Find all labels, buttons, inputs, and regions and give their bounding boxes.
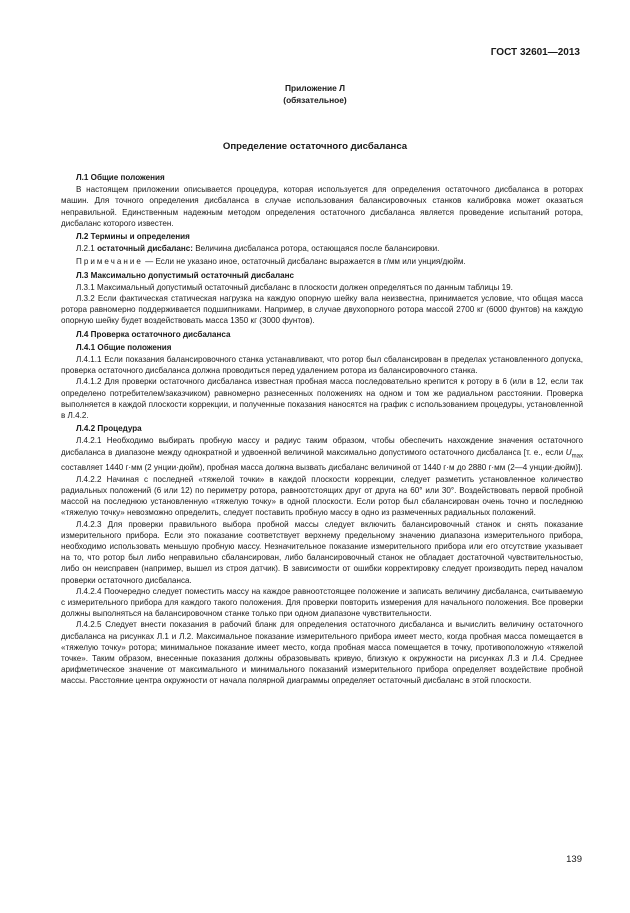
section-heading: Л.1 Общие положения — [76, 173, 165, 182]
note-paragraph — [61, 256, 583, 267]
paragraph — [61, 435, 583, 473]
note-text: — Если не указано иное, остаточный дисбаланс выражается в г/мм или унция/дюйм. — [145, 257, 466, 267]
paragraph: Л.4.2.4 Поочередно следует поместить массу на каждое равноотстоящее положение и записать величину дисбаланса, считываемую с измерительного прибора для каждого такого положения. Для проверки повторить измерения для начального положения. Все проверки должны выполняться на балансировочном станке только при одном диапазоне чувствительности. — [61, 586, 583, 619]
page-number: 139 — [566, 854, 582, 865]
paragraph: Л.4.1.2 Для проверки остаточного дисбаланса известная пробная масса последовательно крепится к ротору в 6 (или в 12, если так определено потребителем/заказчиком) равномерно разнесенных положениях на одном и том же радиальном расстоянии. Проверка выполняется в каждой плоскости коррекции, и полученные показания наносятся на график с использованием процедуры, установленной в Л.4.2. — [61, 377, 583, 421]
definition-number: Л.2.1 — [76, 244, 95, 254]
subsection-heading: Л.4.1 Общие положения — [76, 342, 172, 352]
appendix-status: (обязательное) — [283, 95, 347, 105]
paragraph: Л.4.2.2 Начиная с последней «тяжелой точки» в каждой плоскости коррекции, следует разметить установленное количество радиальных положений (6 или 12) по периметру ротора, равноотстоящих друг от друга на 60° или 30°. Воздействовать первой пробной массой на последнюю установленную «тяжелую точку» в одной плоскости. Если ротор был сбалансирован очень точно и последнюю «тяжелую точку» невозможно определить, следует поставить пробную массу в одно из размеченных радиальных положений. — [61, 474, 583, 518]
section-heading: Л.4 Проверка остаточного дисбаланса — [76, 329, 231, 339]
definition-term: остаточный дисбаланс: — [97, 244, 193, 254]
definition-text: Величина дисбаланса ротора, остающаяся после балансировки. — [195, 244, 440, 254]
document-body — [61, 170, 583, 687]
variable-u: U — [565, 447, 572, 457]
paragraph: В настоящем приложении описывается процедура, которая используется для определения остаточного дисбаланса в роторах машин. Для точного определения дисбаланса в случае использования балансировочных станков калибровка может оказаться неправильной. Единственным надежным методом определения остаточного дисбаланса является проведение испытаний ротора, дисбаланс которого известен. — [61, 185, 583, 228]
section-heading: Л.3 Максимально допустимый остаточный дисбаланс — [76, 270, 295, 280]
paragraph: Л.4.1.1 Если показания балансировочного станка устанавливают, что ротор был сбалансирован в пределах установленного допуска, проверка остаточного дисбаланса должна проводиться перед удалением ротора из балансировочного станка. — [61, 355, 583, 376]
subsection-heading: Л.4.2 Процедура — [76, 424, 142, 434]
paragraph: Л.3.1 Максимальный допустимый остаточный дисбаланс в плоскости должен определяться по данным таблицы 19. — [76, 282, 513, 292]
variable-subscript: max — [571, 453, 583, 460]
paragraph-text: Л.4.2.1 Необходимо выбирать пробную массу и радиус таким образом, чтобы обеспечить нахождение значения остаточного дисбаланса в диапазоне между однократной и удвоенной величиной максимально допустимого остаточного дисбаланса [т. е., если — [61, 436, 583, 457]
paragraph: Л.4.2.5 Следует внести показания в рабочий бланк для определения остаточного дисбаланса и вычислить величину остаточного дисбаланса на рисунках Л.1 и Л.2. Максимальное показание измерительного прибора имеет место, когда пробная масса помещается в «тяжелую точку» ротора; минимальное показание имеет место, когда пробная масса помещается в точку, противоположную «тяжелой точке». Таким образом, внесенные показания должны образовывать кривую, близкую к окружности на рисунках Л.3 и Л.4. Среднее арифметическое значение от максимального и минимального показаний измерительного прибора определяет воздействие пробной массы. Расстояние центра окружности от начала полярной диаграммы определяет остаточный дисбаланс в этой плоскости. — [61, 620, 583, 686]
standard-number: ГОСТ 32601—2013 — [490, 47, 580, 58]
document-title: Определение остаточного дисбаланса — [222, 141, 408, 152]
paragraph-text: составляет 1440 г·мм (2 унции·дюйм), пробная масса должна вызвать дисбаланс величиной от 1440 г·м до 2880 г·мм (2—4 унции·дюйм)]. — [61, 463, 583, 473]
appendix-title: Приложение Л — [284, 83, 346, 93]
paragraph: Л.4.2.3 Для проверки правильного выбора пробной массы следует включить балансировочный станок и снять показание измерительного прибора. Если это показание соответствует верхнему предельному значению диапазона измерительного прибора, необходимо использовать меньшую пробную массу. Незначительное показание измерительного прибора или его отсутствие указывает на то, что ротор был либо неправильно сбалансирован, либо балансировочный станок не обладает достаточной чувствительностью, либо он неисправен (например, вышел из строя датчик). В зависимости от ошибки корректировку следует производить перед началом проверки остаточного дисбаланса. — [61, 519, 583, 585]
section-heading: Л.2 Термины и определения — [76, 232, 190, 242]
note-label: Примечание — [76, 257, 143, 267]
definition-paragraph — [61, 243, 583, 254]
paragraph: Л.3.2 Если фактическая статическая нагрузка на каждую опорную шейку вала неизвестна, принимается условие, что общая масса ротора равномерно поддерживается подшипниками. Например, в случае двухопорного ротора массой 2700 кг (6000 фунтов) на каждую опорную шейку будет воздействовать масса 1350 кг (3000 фунтов). — [61, 294, 583, 326]
